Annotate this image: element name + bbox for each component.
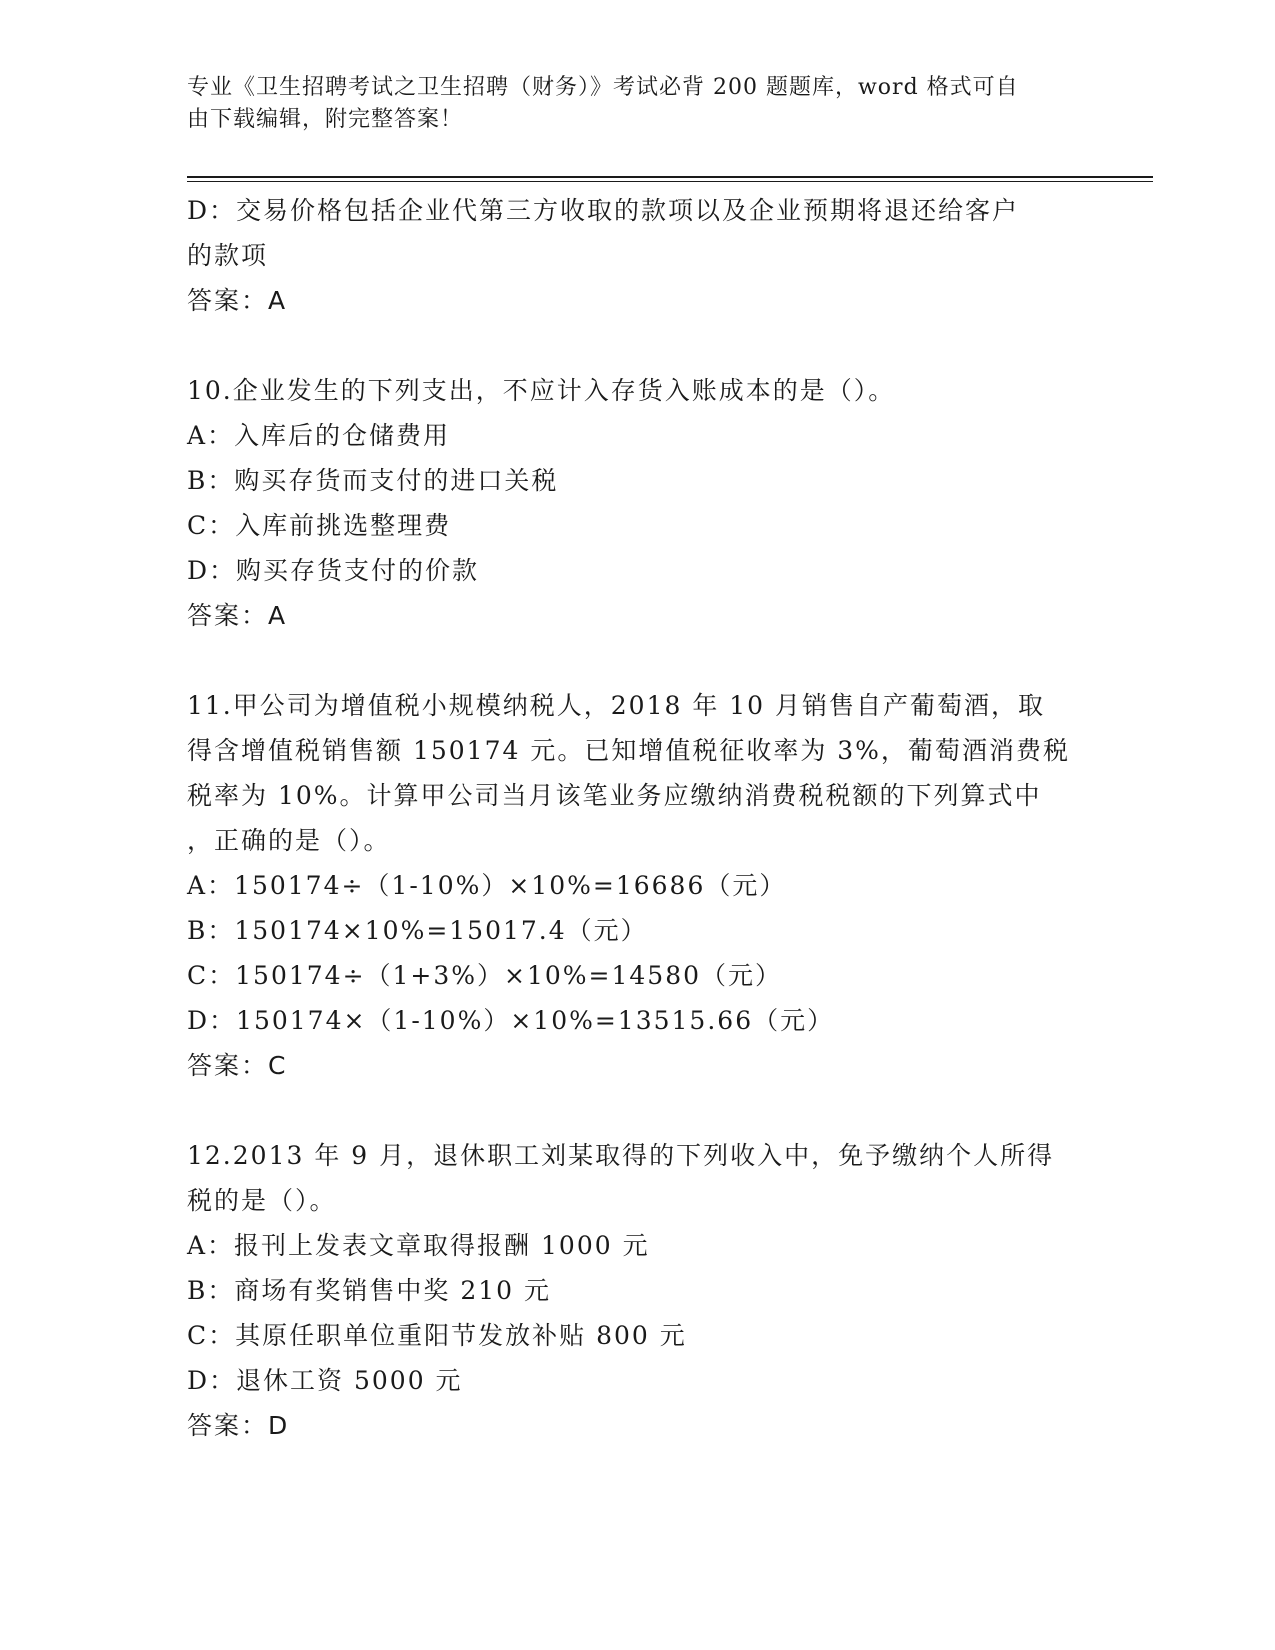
spacer bbox=[187, 1088, 1087, 1133]
option-b: B：商场有奖销售中奖 210 元 bbox=[187, 1276, 551, 1305]
question-text-line-3: 税率为 10%。计算甲公司当月该笔业务应缴纳消费税税额的下列算式中 bbox=[187, 781, 1042, 810]
spacer bbox=[187, 323, 1087, 368]
question-text: 10.企业发生的下列支出，不应计入存货入账成本的是（）。 bbox=[187, 376, 896, 405]
question-content bbox=[187, 188, 1087, 1448]
header-divider-thick bbox=[187, 176, 1153, 178]
question-11 bbox=[187, 683, 1087, 1088]
question-12 bbox=[187, 1133, 1087, 1448]
question-text-line-2: 得含增值税销售额 150174 元。已知增值税征收率为 3%，葡萄酒消费税 bbox=[187, 736, 1070, 765]
question-text-line-1: 11.甲公司为增值税小规模纳税人，2018 年 10 月销售自产葡萄酒，取 bbox=[187, 691, 1046, 720]
option-c: C：其原任职单位重阳节发放补贴 800 元 bbox=[187, 1321, 687, 1350]
header-line-1: 专业《卫生招聘考试之卫生招聘（财务）》考试必背 200 题题库，word 格式可自 bbox=[187, 75, 1019, 100]
answer: 答案：A bbox=[187, 286, 288, 315]
question-9-continuation bbox=[187, 188, 1087, 323]
option-d: D：退休工资 5000 元 bbox=[187, 1366, 463, 1395]
question-10 bbox=[187, 368, 1087, 638]
option-d-line-2: 的款项 bbox=[187, 241, 269, 270]
header-divider-thin bbox=[187, 181, 1153, 182]
option-c: C：150174÷（1+3%）×10%=14580（元） bbox=[187, 961, 783, 990]
answer: 答案：C bbox=[187, 1051, 288, 1080]
answer: 答案：A bbox=[187, 601, 288, 630]
option-b: B：购买存货而支付的进口关税 bbox=[187, 466, 559, 495]
question-text-line-2: 税的是（）。 bbox=[187, 1186, 337, 1215]
option-b: B：150174×10%=15017.4（元） bbox=[187, 916, 648, 945]
header-line-2: 由下载编辑，附完整答案！ bbox=[187, 107, 464, 132]
answer: 答案：D bbox=[187, 1411, 290, 1440]
question-text-line-4: ，正确的是（）。 bbox=[187, 826, 391, 855]
spacer bbox=[187, 638, 1087, 683]
option-a: A：入库后的仓储费用 bbox=[187, 421, 451, 450]
option-d: D：购买存货支付的价款 bbox=[187, 556, 480, 585]
option-d-line-1: D：交易价格包括企业代第三方收取的款项以及企业预期将退还给客户 bbox=[187, 196, 1020, 225]
question-text-line-1: 12.2013 年 9 月，退休职工刘某取得的下列收入中，免予缴纳个人所得 bbox=[187, 1141, 1055, 1170]
document-header bbox=[187, 72, 1067, 136]
option-a: A：报刊上发表文章取得报酬 1000 元 bbox=[187, 1231, 650, 1260]
option-a: A：150174÷（1-10%）×10%=16686（元） bbox=[187, 871, 787, 900]
option-c: C：入库前挑选整理费 bbox=[187, 511, 452, 540]
option-d: D：150174×（1-10%）×10%=13515.66（元） bbox=[187, 1006, 835, 1035]
